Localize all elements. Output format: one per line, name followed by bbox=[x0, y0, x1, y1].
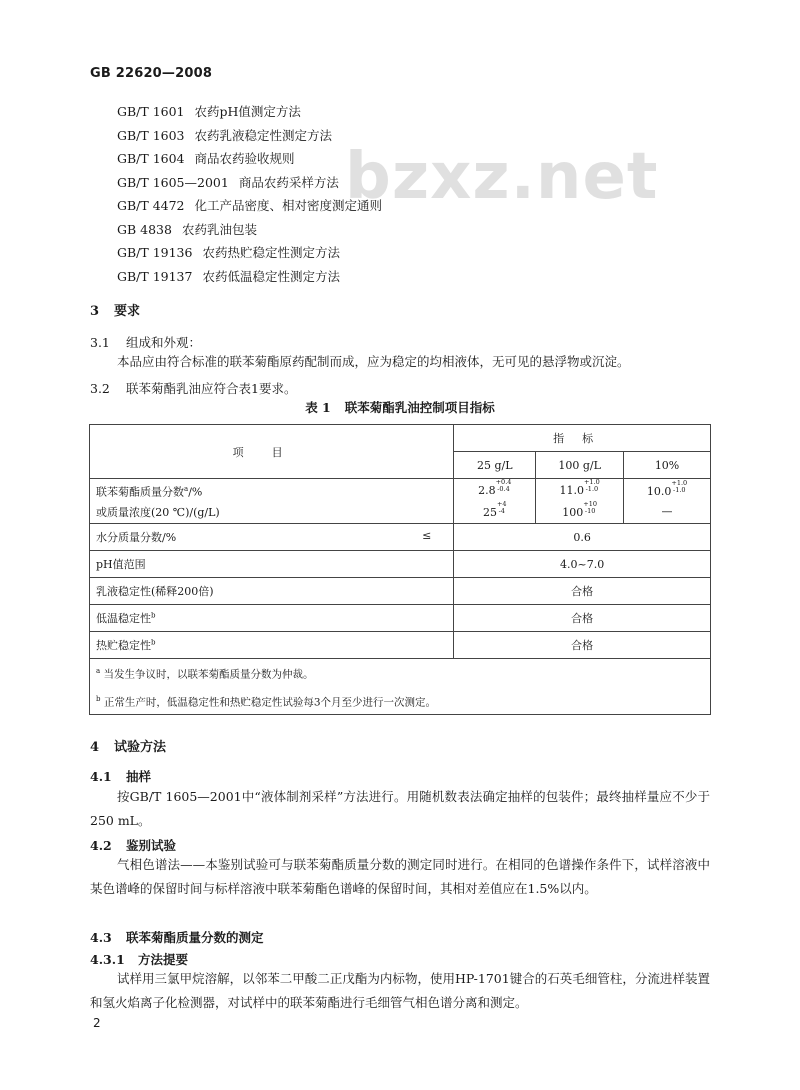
tol-plus: +1.0 bbox=[583, 478, 600, 486]
subsection-number: 4.1 bbox=[90, 769, 112, 784]
value-cell: 0.6 bbox=[454, 524, 711, 551]
subsection-heading bbox=[90, 379, 296, 397]
reference-title: 农药低温稳定性测定方法 bbox=[202, 268, 340, 284]
reference-title: 商品农药验收规则 bbox=[194, 151, 295, 166]
table-row bbox=[90, 524, 711, 551]
table-row bbox=[90, 479, 711, 524]
tol-minus: -1.0 bbox=[673, 486, 686, 494]
reference-item bbox=[117, 218, 382, 242]
reference-code: GB/T 1605—2001 bbox=[117, 174, 229, 190]
le-symbol: ≤ bbox=[422, 529, 432, 542]
footnote-mark: b bbox=[151, 611, 156, 620]
table-label: 表 1 bbox=[305, 400, 331, 415]
subsection-heading bbox=[90, 333, 201, 351]
section-number: 4 bbox=[90, 740, 100, 755]
watermark: bzxz.net bbox=[345, 140, 659, 214]
page-number: 2 bbox=[93, 1016, 101, 1030]
tol-minus: -1.0 bbox=[585, 485, 599, 493]
standard-code: GB 22620—2008 bbox=[90, 66, 213, 81]
column-header: 25 g/L bbox=[454, 452, 536, 479]
reference-title: 农药热贮稳定性测定方法 bbox=[202, 245, 340, 260]
footnote-mark: a bbox=[184, 485, 189, 494]
subsection-number: 4.2 bbox=[90, 838, 112, 853]
item-name: 热贮稳定性 bbox=[96, 639, 151, 652]
paragraph: 本品应由符合标准的联苯菊酯原药配制而成，应为稳定的均相液体，无可见的悬浮物或沉淀。 bbox=[117, 354, 630, 369]
tol-plus: +4 bbox=[496, 500, 507, 508]
subsection-heading bbox=[90, 767, 151, 785]
column-header: 10% bbox=[624, 452, 711, 479]
subsection-heading bbox=[90, 836, 176, 854]
reference-code: GB/T 19136 bbox=[117, 245, 193, 260]
tolerance bbox=[497, 501, 507, 515]
table-note bbox=[96, 659, 704, 687]
reference-title: 农药乳液稳定性测定方法 bbox=[194, 127, 333, 143]
subsection-number: 4.3.1 bbox=[90, 952, 125, 967]
item-name: 或质量浓度(20 ℃)/(g/L) bbox=[96, 505, 220, 519]
subsection-title: 方法提要 bbox=[138, 952, 189, 967]
paragraph: 按GB/T 1605—2001中“液体制剂采样”方法进行。用随机数表法确定抽样的包装件；最终抽样量应不少于250 mL。 bbox=[90, 789, 710, 828]
table-notes-row bbox=[90, 659, 711, 715]
paragraph: 气相色谱法——本鉴别试验可与联苯菊酯质量分数的测定同时进行。在相同的色谱操作条件下，试样溶液中某色谱峰的保留时间与标样溶液中联苯菊酯色谱峰的保留时间，其相对差值应在1.5%以内。 bbox=[90, 857, 710, 896]
spec-table bbox=[89, 424, 711, 715]
item-name: 联苯菊酯质量分数 bbox=[96, 485, 184, 499]
item-cell bbox=[90, 479, 454, 524]
subsection-text: 联苯菊酯乳油应符合表1要求。 bbox=[126, 381, 297, 396]
table-row bbox=[90, 551, 711, 578]
value-cell bbox=[454, 479, 536, 524]
reference-title: 农药pH值测定方法 bbox=[194, 104, 301, 119]
table-row bbox=[90, 578, 711, 605]
value: — bbox=[661, 505, 673, 518]
value-cell bbox=[624, 479, 711, 524]
paragraph: 试样用三氯甲烷溶解，以邻苯二甲酸二正戊酯为内标物，使用HP-1701键合的石英毛细管柱，分流进样装置和氢火焰离子化检测器，对试样中的联苯菊酯进行毛细管气相色谱分离和测定。 bbox=[90, 971, 710, 1010]
tolerance bbox=[584, 479, 600, 493]
reference-code: GB/T 4472 bbox=[117, 198, 185, 213]
section-title: 要求 bbox=[114, 304, 141, 319]
item-cell bbox=[90, 524, 454, 551]
tolerance bbox=[583, 501, 597, 515]
value: 11.0 bbox=[559, 484, 584, 497]
reference-code: GB/T 19137 bbox=[117, 268, 193, 284]
subsection-title: 鉴别试验 bbox=[126, 838, 177, 853]
subsection-title: 联苯菊酯质量分数的测定 bbox=[126, 930, 264, 945]
table-header-row bbox=[90, 425, 711, 452]
item-cell bbox=[90, 605, 454, 632]
tol-plus: +1.0 bbox=[671, 479, 688, 487]
note-text: 当发生争议时，以联苯菊酯质量分数为仲裁。 bbox=[103, 668, 314, 681]
header-item-cell: 项目 bbox=[90, 425, 454, 479]
reference-list bbox=[117, 100, 382, 288]
value-cell: 合格 bbox=[454, 605, 711, 632]
reference-title: 化工产品密度、相对密度测定通则 bbox=[194, 198, 383, 213]
table-note bbox=[96, 687, 704, 715]
reference-item bbox=[117, 124, 382, 148]
table-caption bbox=[0, 398, 800, 416]
footnote-mark: b bbox=[151, 638, 156, 647]
subsection-number: 4.3 bbox=[90, 930, 112, 945]
reference-item bbox=[117, 265, 382, 289]
section-heading bbox=[90, 736, 166, 755]
reference-title: 商品农药采样方法 bbox=[238, 174, 339, 190]
note-mark: b bbox=[96, 694, 101, 703]
subsection-number: 3.2 bbox=[90, 381, 110, 396]
section-heading bbox=[90, 300, 140, 319]
table-title: 联苯菊酯乳油控制项目指标 bbox=[344, 400, 495, 415]
item-cell bbox=[90, 632, 454, 659]
subsection-title: 抽样 bbox=[126, 769, 152, 784]
reference-item bbox=[117, 194, 382, 218]
table-notes bbox=[90, 659, 711, 715]
tol-minus: -4 bbox=[498, 507, 505, 515]
subsection-heading bbox=[90, 928, 264, 946]
reference-item bbox=[117, 171, 382, 195]
value: 25 bbox=[482, 506, 497, 519]
value-cell: 合格 bbox=[454, 632, 711, 659]
value: 10.0 bbox=[646, 485, 672, 498]
note-mark: a bbox=[96, 667, 101, 675]
column-header: 100 g/L bbox=[536, 452, 624, 479]
value: 100 bbox=[562, 506, 584, 519]
subsection-title: 组成和外观： bbox=[126, 335, 202, 350]
reference-item bbox=[117, 241, 382, 265]
value-cell bbox=[536, 479, 624, 524]
reference-code: GB 4838 bbox=[117, 221, 172, 237]
tolerance bbox=[671, 480, 687, 494]
section-title: 试验方法 bbox=[114, 740, 167, 755]
value-cell: 合格 bbox=[454, 578, 711, 605]
table-row bbox=[90, 632, 711, 659]
item-name: 低温稳定性 bbox=[96, 612, 151, 625]
reference-code: GB/T 1604 bbox=[117, 151, 185, 166]
header-index-cell: 指标 bbox=[454, 425, 711, 452]
reference-item bbox=[117, 100, 382, 124]
subsection-heading bbox=[90, 950, 188, 968]
item-name: 水分质量分数/% bbox=[96, 531, 177, 544]
subsection-number: 3.1 bbox=[90, 335, 110, 350]
reference-item bbox=[117, 147, 382, 171]
section-number: 3 bbox=[90, 304, 100, 319]
item-unit: /% bbox=[188, 485, 203, 499]
tol-plus: +10 bbox=[583, 500, 597, 508]
tol-minus: -10 bbox=[584, 507, 596, 515]
reference-title: 农药乳油包装 bbox=[181, 221, 257, 237]
reference-code: GB/T 1603 bbox=[117, 127, 185, 143]
item-cell: pH值范围 bbox=[90, 551, 454, 578]
item-cell: 乳液稳定性(稀释200倍) bbox=[90, 578, 454, 605]
value-cell: 4.0~7.0 bbox=[454, 551, 711, 578]
tolerance bbox=[496, 479, 512, 493]
note-text: 正常生产时，低温稳定性和热贮稳定性试验每3个月至少进行一次测定。 bbox=[103, 696, 437, 708]
tol-plus: +0.4 bbox=[495, 478, 512, 486]
reference-code: GB/T 1601 bbox=[117, 104, 185, 119]
table-row bbox=[90, 605, 711, 632]
value: 2.8 bbox=[478, 484, 496, 497]
tol-minus: -0.4 bbox=[497, 485, 510, 493]
